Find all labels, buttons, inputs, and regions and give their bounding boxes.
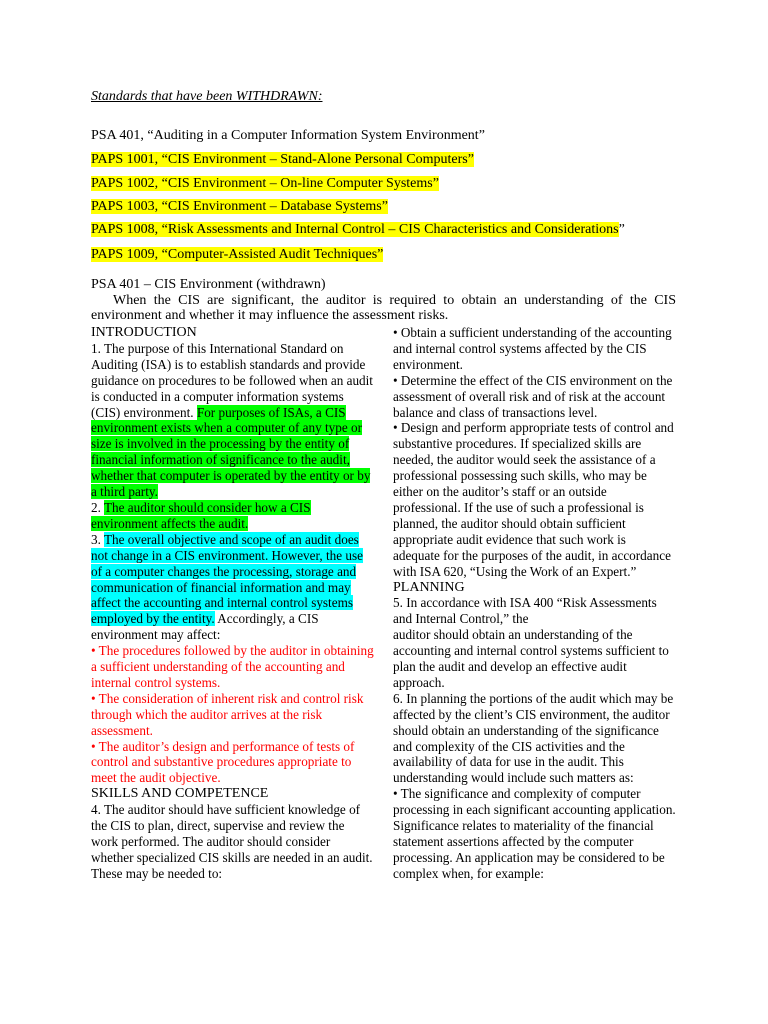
- paragraph-4: 4. The auditor should have sufficient knowledge of the CIS to plan, direct, supervise and review the work performed. The auditor should consider whether specialized CIS skills are needed in an audit. These may be needed to:: [91, 802, 373, 881]
- paragraph-2: 2. The auditor should consider how a CIS environment affects the audit.: [91, 499, 311, 531]
- standard-item: PAPS 1003, “CIS Environment – Database Systems”: [91, 199, 388, 214]
- red-bullet: • The procedures followed by the auditor in obtaining a sufficient understanding of the accounting and internal control systems.: [91, 643, 374, 690]
- paragraph-5b: auditor should obtain an understanding of the accounting and internal control systems sufficient to plan the audit and develop an effective audit approach.: [393, 627, 669, 690]
- standard-item: PAPS 1001, “CIS Environment – Stand-Alone Personal Computers”: [91, 152, 474, 167]
- section-heading-skills: SKILLS AND COMPETENCE: [91, 786, 269, 802]
- intro-paragraph: When the CIS are significant, the auditor is required to obtain an understanding of the CIS environment and whether it may influence the assessment risks.: [91, 293, 676, 323]
- paragraph-1: 1. The purpose of this International Standard on Auditing (ISA) is to establish standards and provide guidance on procedures to be followed when an audit is conducted in a computer information systems (CIS) environment. For purposes of ISAs, a CIS environment exists when a computer of any type or size is involved in the processing by the entity of financial information of significance to the audit, whether that computer is operated by the entity or by a third party.: [91, 340, 373, 500]
- right-column: [393, 325, 676, 882]
- bullet-item: • Determine the effect of the CIS environment on the assessment of overall risk and of risk at the account balance and class of transactions level.: [393, 372, 673, 420]
- section-heading-introduction: INTRODUCTION: [91, 325, 197, 340]
- bullet-item: • Design and perform appropriate tests of control and substantive procedures. If specialized skills are needed, the auditor would seek the assistance of a professional possessing such skills, who may be either on the auditor’s staff or an outside professional. If the use of such a professional is planned, the auditor should obtain sufficient appropriate audit evidence that such work is adequate for the purposes of the audit, in accordance with ISA 620, “Using the Work of an Expert.”: [393, 420, 674, 579]
- left-column: [91, 325, 374, 882]
- bullet-item: • Obtain a sufficient understanding of the accounting and internal control systems affected by the CIS environment.: [393, 325, 672, 372]
- paragraph-3: 3. The overall objective and scope of an audit does not change in a CIS environment. However, the use of a computer changes the processing, storage and communication of financial information and may affect the accounting and internal control systems employed by the entity. Accordingly, a CIS environment may affect:: [91, 531, 363, 643]
- standard-item: PAPS 1002, “CIS Environment – On-line Computer Systems”: [91, 176, 439, 191]
- paragraph-6: 6. In planning the portions of the audit which may be affected by the client’s CIS environment, the auditor should obtain an understanding of the significance and complexity of the CIS activities and the availability of data for use in the audit. This understanding would include such matters as:: [393, 690, 674, 786]
- red-bullet: • The consideration of inherent risk and control risk through which the auditor arrives at the risk assessment.: [91, 690, 364, 738]
- psa-title: PSA 401 – CIS Environment (withdrawn): [91, 277, 326, 292]
- withdrawn-heading: Standards that have been WITHDRAWN:: [91, 89, 323, 104]
- standard-item: PSA 401, “Auditing in a Computer Information System Environment”: [91, 128, 485, 143]
- standard-item: PAPS 1008, “Risk Assessments and Internal Control – CIS Characteristics and Considerations”: [91, 222, 625, 237]
- red-bullet: • The auditor’s design and performance of tests of control and substantive procedures appropriate to meet the audit objective.: [91, 738, 355, 786]
- section-heading-planning: PLANNING: [393, 579, 465, 595]
- paragraph-5a: 5. In accordance with ISA 400 “Risk Assessments and Internal Control,” the: [393, 595, 657, 627]
- bullet-item: • The significance and complexity of computer processing in each significant accounting application. Significance relates to materiality of the financial statement assertions affected by the computer processing. An application may be considered to be complex when, for example:: [393, 786, 676, 881]
- standard-item: PAPS 1009, “Computer-Assisted Audit Techniques”: [91, 247, 384, 262]
